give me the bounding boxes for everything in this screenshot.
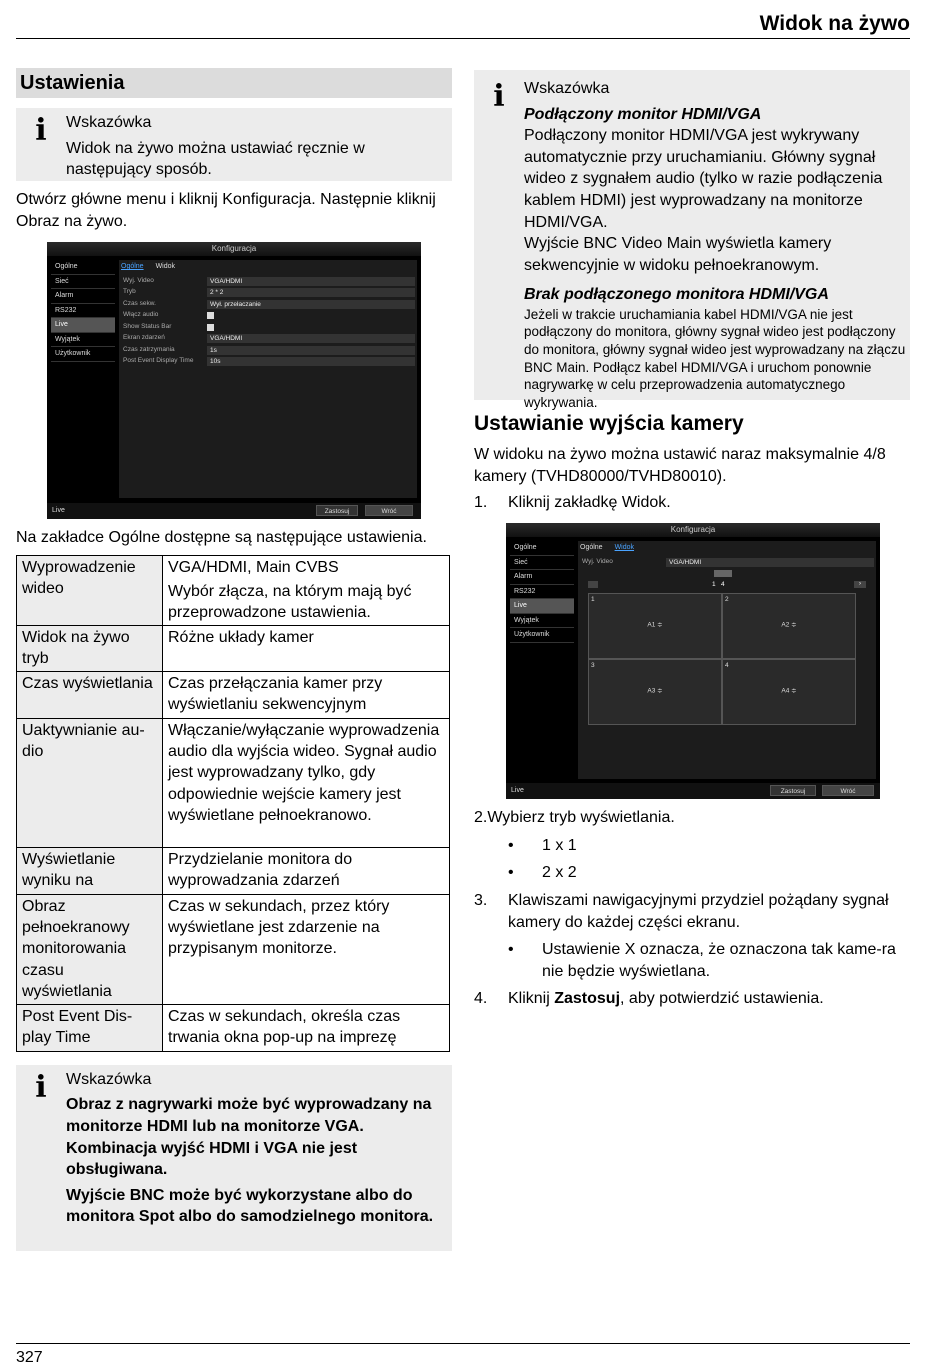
tab-view[interactable]: Widok xyxy=(155,263,176,271)
setting-dropdown[interactable]: 10s xyxy=(207,357,415,366)
settings-table xyxy=(16,555,450,1052)
live-label: Live xyxy=(52,507,65,515)
screen-tabs xyxy=(121,262,175,271)
menu-item[interactable]: Użytkownik xyxy=(51,347,115,362)
bullet-item: • 2 x 2 xyxy=(508,864,577,882)
setting-dropdown[interactable]: VGA/HDMI xyxy=(207,334,415,343)
menu-item[interactable]: Sieć xyxy=(51,275,115,290)
tab-general[interactable]: Ogólne xyxy=(580,544,603,552)
intro-text: Otwórz główne menu i kliknij Konfiguracja. Następnie kliknij Obraz na żywo. xyxy=(16,191,436,230)
prev-page-icon[interactable] xyxy=(588,581,598,588)
tip-subtitle: Brak podłączonego monitora HDMI/VGA xyxy=(524,286,829,304)
step-1: 1. Kliknij zakładkę Widok. xyxy=(474,493,671,511)
menu-item[interactable]: RS232 xyxy=(51,304,115,319)
table-row xyxy=(17,718,450,847)
setting-dropdown[interactable]: Wył. przełaczanie xyxy=(207,300,415,309)
tip-box-output xyxy=(16,1065,452,1251)
table-row xyxy=(17,625,450,671)
screen-title: Konfiguracja xyxy=(47,242,421,256)
table-value: Czas w sekundach, przez który wyświetlane jest zdarzenie na przypisanym monitorze. xyxy=(163,894,450,1004)
table-value: Różne układy kamer xyxy=(163,625,450,671)
tip-title: Wskazówka xyxy=(524,80,610,97)
footer-rule xyxy=(16,1343,910,1344)
page-number: 327 xyxy=(16,1349,43,1366)
tip-box-monitor xyxy=(474,70,910,410)
setting-row: Czas zatrzymania 1s xyxy=(121,345,415,355)
tip-title: Wskazówka xyxy=(66,114,152,131)
tip-text-small: Jeżeli w trakcie uruchamiania kabel HDMI/VGA nie jest podłączony do monitora, główny sygnał wideo jest podłączony do monitora, główny sygnał wideo jest wyprowadzany na złączu BNC Main. Podłącz kabel HDMI/VGA i uruchom ponownie nagrywarkę w celu przeprowadzenia automatycznego wykrywania. xyxy=(524,306,906,410)
config-screenshot-general xyxy=(47,242,421,519)
table-row xyxy=(17,1004,450,1051)
table-key: Uaktywnianie au-dio xyxy=(17,718,163,847)
page-indicator: 1 4 xyxy=(712,581,725,589)
menu-item-active[interactable]: Live xyxy=(51,318,115,333)
menu-item[interactable]: Alarm xyxy=(510,570,574,585)
table-key: Czas wyświetlania xyxy=(17,671,163,718)
table-value: Czas w sekundach, określa czas trwania okna pop-up na imprezę xyxy=(163,1004,450,1051)
tab-general[interactable]: Ogólne xyxy=(121,263,144,271)
screen-menu xyxy=(51,260,115,362)
info-icon: i xyxy=(493,79,505,114)
section-intro: W widoku na żywo można ustawić naraz maksymalnie 4/8 kamery (TVHD80000/TVHD80010). xyxy=(474,446,886,485)
tip-text: Obraz z nagrywarki może być wyprowadzany na monitorze HDMI lub na monitorze VGA. Kombinacja wyjść HDMI i VGA nie jest obsługiwana. xyxy=(66,1096,432,1179)
table-row xyxy=(17,555,450,625)
setting-row: Wyj. Video VGA/HDMI xyxy=(121,276,415,286)
table-key: Wyprowadzenie wideo xyxy=(17,555,163,625)
status-bar-checkbox[interactable] xyxy=(207,324,214,331)
live-label: Live xyxy=(511,787,524,795)
menu-item[interactable]: Użytkownik xyxy=(510,628,574,643)
menu-item[interactable]: Alarm xyxy=(51,289,115,304)
table-value: Czas przełączania kamer przy wyświetlaniu sekwencyjnym xyxy=(163,671,450,718)
table-key: Obraz pełnoekranowy monitorowania czasu wyświetlania xyxy=(17,894,163,1004)
setting-row: Tryb 2 * 2 xyxy=(121,288,415,298)
table-row xyxy=(17,847,450,894)
tip-text: Podłączony monitor HDMI/VGA jest wykrywany automatycznie przy uruchamianiu. Główny sygnał wideo z sygnałem audio (tylko w razie podłączenia kablem HDMI) jest wyprowadzany na monitorze HDMI/VGA. xyxy=(524,127,883,231)
setting-row: Czas sekw. Wył. przełaczanie xyxy=(121,299,415,309)
setting-row: Ekran zdarzeń VGA/HDMI xyxy=(121,334,415,344)
back-button[interactable]: Wróć xyxy=(822,785,874,796)
step-4: 4. Kliknij Zastosuj, aby potwierdzić ustawienia. xyxy=(474,990,824,1008)
back-button[interactable]: Wróć xyxy=(365,505,413,516)
table-value: VGA/HDMI, Main CVBS Wybór złącza, na którym mają być przeprowadzone ustawienia. xyxy=(163,555,450,625)
setting-row: Post Event Display Time 10s xyxy=(121,357,415,367)
apply-button[interactable]: Zastosuj xyxy=(316,505,358,516)
tip-text: Wyjście BNC Video Main wyświetla kamery sekwencyjnie w widoku pełnoekranowym. xyxy=(524,235,832,274)
tip-box xyxy=(16,108,452,181)
setting-dropdown[interactable]: VGA/HDMI xyxy=(666,558,874,567)
tip-text: Widok na żywo można ustawiać ręcznie w następujący sposób. xyxy=(66,139,365,179)
right-column xyxy=(474,70,910,1010)
apply-button[interactable]: Zastosuj xyxy=(770,785,816,796)
setting-dropdown[interactable]: 1s xyxy=(207,346,415,355)
tip-text: Wyjście BNC może być wykorzystane albo do monitora Spot albo do samodzielnego monitora. xyxy=(66,1186,434,1226)
step-2: 2.Wybierz tryb wyświetlania. xyxy=(474,809,675,827)
header-rule xyxy=(16,38,910,39)
setting-row: Wyj. Video VGA/HDMI xyxy=(580,557,874,567)
next-page-icon[interactable]: › xyxy=(854,581,866,588)
menu-item[interactable]: Wyjątek xyxy=(51,333,115,348)
menu-item[interactable]: Wyjątek xyxy=(510,614,574,629)
layout-icon[interactable] xyxy=(714,570,732,577)
grid-cell[interactable]: 2 A2 ≑ xyxy=(722,593,856,659)
info-icon: i xyxy=(35,113,47,148)
table-value: Włączanie/wyłączanie wyprowadzenia audio dla wyjścia wideo. Sygnał audio jest wyprowadzany tylko, gdy odpowiednie wejście kamery jest wyświetlane pełnoekranowo. xyxy=(163,718,450,847)
tip-title: Wskazówka xyxy=(66,1070,152,1088)
section-title-camera-output: Ustawianie wyjścia kamery xyxy=(474,412,744,435)
grid-cell[interactable]: 3 A3 ≑ xyxy=(588,659,722,725)
grid-cell[interactable]: 1 A1 ≑ xyxy=(588,593,722,659)
table-key: Widok na żywo tryb xyxy=(17,625,163,671)
setting-dropdown[interactable]: VGA/HDMI xyxy=(207,277,415,286)
bullet-item: • 1 x 1 xyxy=(508,836,577,854)
setting-row: Show Status Bar xyxy=(121,322,415,332)
setting-row: Włącz audio xyxy=(121,311,415,321)
tab-view[interactable]: Widok xyxy=(614,544,635,552)
bullet-item: • Ustawienie X oznacza, że oznaczona tak kame-ra nie będzie wyświetlana. xyxy=(508,941,896,980)
menu-item-active[interactable]: Live xyxy=(510,599,574,614)
menu-item[interactable]: Ogólne xyxy=(51,260,115,275)
screen-title: Konfiguracja xyxy=(506,523,880,537)
step-3: 3. Klawiszami nawigacyjnymi przydziel pożądany sygnał kamery do każdej części ekranu. xyxy=(474,891,889,931)
left-column xyxy=(16,68,452,1251)
table-intro: Na zakładce Ogólne dostępne są następujące ustawienia. xyxy=(16,529,427,547)
screen-content xyxy=(578,541,876,779)
grid-cell[interactable]: 4 A4 ≑ xyxy=(722,659,856,725)
tip-subtitle: Podłączony monitor HDMI/VGA xyxy=(524,105,762,123)
setting-dropdown[interactable]: 2 * 2 xyxy=(207,288,415,297)
menu-item[interactable]: Sieć xyxy=(510,556,574,571)
table-row xyxy=(17,894,450,1004)
page-header-title: Widok na żywo xyxy=(759,12,910,35)
table-key: Wyświetlanie wyniku na xyxy=(17,847,163,894)
audio-checkbox[interactable] xyxy=(207,312,214,319)
info-icon: i xyxy=(35,1069,47,1105)
screen-content xyxy=(119,260,417,498)
table-value: Przydzielanie monitora do wyprowadzania zdarzeń xyxy=(163,847,450,894)
section-title-settings: Ustawienia xyxy=(16,68,452,98)
table-row xyxy=(17,671,450,718)
table-key: Post Event Dis-play Time xyxy=(17,1004,163,1051)
screen-tabs xyxy=(580,543,634,552)
config-screenshot-view xyxy=(506,523,880,799)
menu-item[interactable]: Ogólne xyxy=(510,541,574,556)
screen-menu xyxy=(510,541,574,643)
menu-item[interactable]: RS232 xyxy=(510,585,574,600)
